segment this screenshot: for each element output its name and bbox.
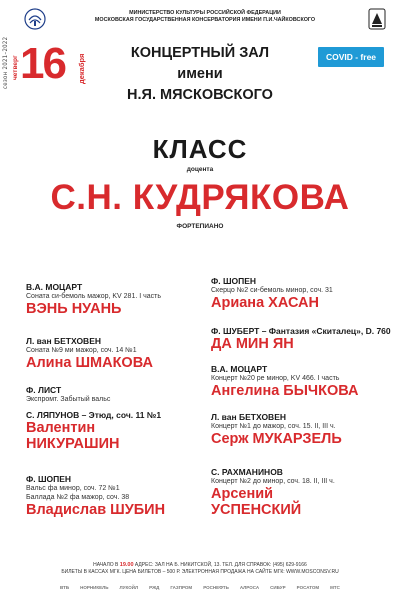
composer: Л. ван БЕТХОВЕН — [26, 336, 102, 346]
work: Концерт №20 ре минор, KV 466. I часть — [211, 375, 340, 382]
sponsor-logo: РОСНЕФТЬ — [203, 584, 229, 590]
work: Экспромт. Забытый вальс — [26, 396, 111, 403]
composer: С. РАХМАНИНОВ — [211, 467, 283, 477]
composer: Ф. ШОПЕН — [26, 474, 72, 484]
class-title: КЛАСС — [152, 134, 248, 164]
sponsor-strip — [60, 583, 340, 591]
program-item — [211, 467, 335, 518]
hall-line-1: КОНЦЕРТНЫЙ ЗАЛ — [130, 45, 270, 61]
performer: ДА МИН ЯН — [211, 336, 294, 352]
start-label: НАЧАЛО В — [93, 562, 119, 568]
sponsor-logo: РОСАТОМ — [296, 584, 320, 590]
composer: В.А. МОЦАРТ — [26, 282, 83, 292]
date-weekday: четверг — [12, 55, 19, 81]
footer-tickets-line: БИЛЕТЫ В КАССАХ МГК. ЦЕНА БИЛЕТОВ – 500 Р. ЭЛЕКТРОННАЯ ПРОДАЖА НА САЙТЕ МГК: WWW.MOSCONSV.RU — [61, 569, 339, 575]
start-time: 19.00 — [119, 562, 134, 568]
program-item — [26, 474, 165, 518]
program-item — [211, 276, 333, 311]
conservatory-line: МОСКОВСКАЯ ГОСУДАРСТВЕННАЯ КОНСЕРВАТОРИЯ ИМЕНИ П.И.ЧАЙКОВСКОГО — [94, 17, 316, 23]
composer: В.А. МОЦАРТ — [211, 364, 268, 374]
footer-address-line — [0, 562, 400, 569]
teacher-name: С.Н. КУДРЯКОВА — [50, 178, 350, 217]
work: Скерцо №2 си-бемоль минор, соч. 31 — [211, 287, 333, 294]
performer: Серж МУКАРЗЕЛЬ — [211, 431, 342, 447]
work: Концерт №1 до мажор, соч. 15. II, III ч. — [211, 423, 336, 430]
ministry-line: МИНИСТЕРСТВО КУЛЬТУРЫ РОССИЙСКОЙ ФЕДЕРАЦИИ — [129, 10, 281, 16]
sponsor-logo: МТС — [330, 584, 340, 590]
performer: Арсений — [211, 486, 274, 502]
composer: Ф. ЛИСТ — [26, 385, 62, 395]
composer: Л. ван БЕТХОВЕН — [211, 412, 287, 422]
covid-free-badge: COVID - free — [318, 47, 384, 67]
date-month: декабря — [77, 53, 86, 85]
work: Баллада №2 фа мажор, соч. 38 — [26, 494, 130, 501]
sponsor-logo: ЛУКОЙЛ — [119, 584, 139, 590]
composer: Ф. ШОПЕН — [211, 276, 257, 286]
instrument-label: ФОРТЕПИАНО — [176, 223, 224, 230]
performer: Владислав ШУБИН — [26, 502, 166, 518]
sponsor-logo: СИБУР — [270, 584, 286, 590]
docent-label: доцента — [186, 166, 214, 173]
sponsor-logo: НОРНИКЕЛЬ — [80, 584, 109, 590]
date-day: 16 — [20, 39, 65, 88]
composer: Ф. ШУБЕРТ – Фантазия «Скиталец», D. 760 — [211, 326, 391, 336]
program-item — [26, 282, 161, 317]
program-item — [211, 412, 342, 447]
work: Соната си-бемоль мажор, KV 281. I часть — [26, 293, 162, 300]
sponsor-logo: РЖД — [149, 584, 160, 590]
composer: С. ЛЯПУНОВ – Этюд, соч. 11 №1 — [26, 410, 162, 420]
program-item — [26, 336, 153, 371]
hall-line-3: Н.Я. МЯСКОВСКОГО — [127, 87, 273, 103]
performer: ВЭНЬ НУАНЬ — [26, 301, 122, 317]
work: Соната №9 ми мажор, соч. 14 №1 — [26, 347, 137, 354]
address: АДРЕС: ЗАЛ НА Б. НИКИТСКОЙ, 13. ТЕЛ. ДЛЯ СПРАВОК: (495) 629-9166 — [134, 562, 307, 568]
performer: Ангелина БЫЧКОВА — [211, 383, 359, 399]
season-label: сезон 2021–2022 — [2, 36, 9, 90]
sponsor-logo: ВТБ — [60, 584, 70, 590]
program-item — [211, 326, 391, 352]
program-item — [26, 410, 161, 452]
performer: Алина ШМАКОВА — [26, 355, 153, 371]
sponsor-logo: ГАЗПРОМ — [170, 584, 193, 590]
hall-line-2: имени — [177, 66, 223, 82]
work: Вальс фа минор, соч. 72 №1 — [26, 485, 120, 492]
performer: Валентин — [26, 420, 96, 436]
performer: НИКУРАШИН — [26, 436, 120, 452]
sponsor-logo: АЛРОСА — [239, 584, 260, 590]
performer: УСПЕНСКИЙ — [211, 502, 302, 518]
performer: Ариана ХАСАН — [211, 295, 319, 311]
program-item — [211, 364, 358, 399]
work: Концерт №2 до минор, соч. 18. II, III ч. — [211, 478, 335, 485]
program-item — [26, 385, 110, 404]
